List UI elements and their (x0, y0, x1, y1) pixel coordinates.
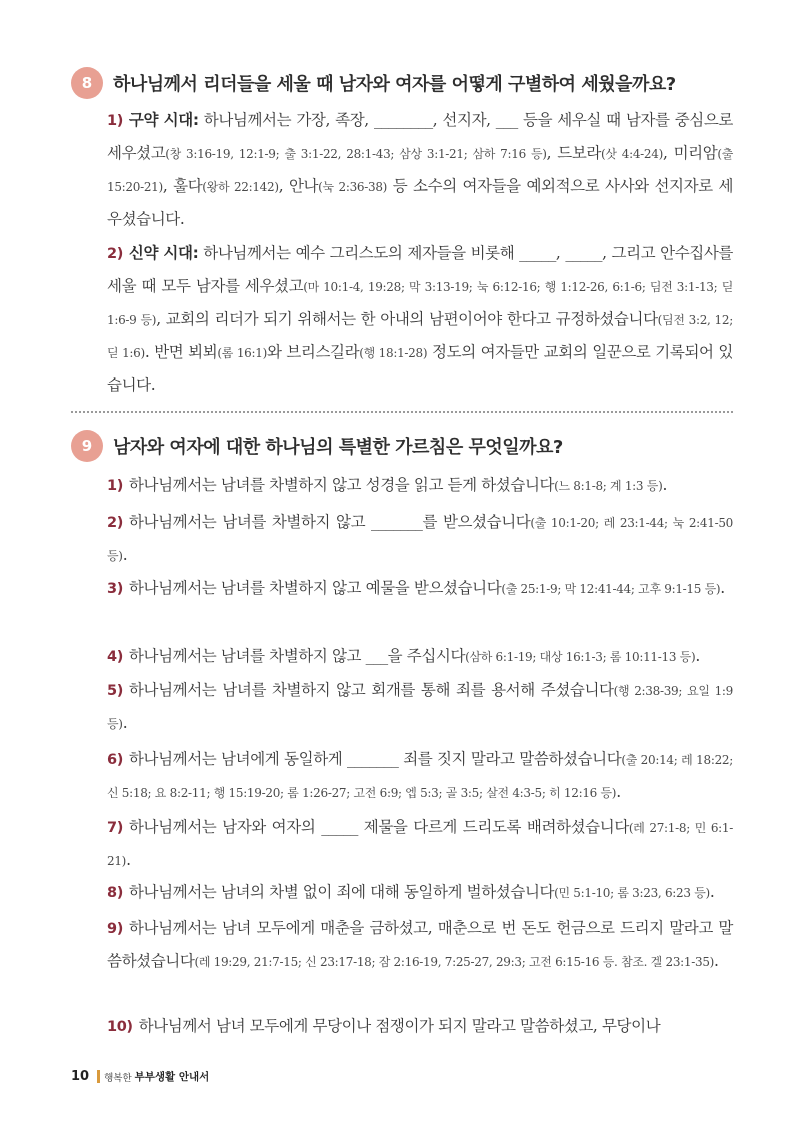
book-title: 부부생활 안내서 (134, 1071, 210, 1083)
scripture-reference: (출 10:1-20; 레 23:1-44; 눅 2:41-50 등) (107, 516, 733, 563)
answer-item (107, 743, 733, 809)
item-number: 10) (107, 1019, 133, 1035)
scripture-reference: (출 20:14; 레 18:22; 신 5:18; 요 8:2-11; 행 15:19-20; 롬 1:26-27; 고전 6:9; 엡 5:3; 골 3:5; 살전 4:3-5; 히 12:16 등) (107, 753, 733, 800)
book-title-prefix: 행복한 (104, 1072, 132, 1084)
question-9-header (71, 430, 563, 462)
answer-item (107, 469, 733, 502)
item-text: 하나님께서는 남녀 모두에게 매춘을 금하셨고, 매춘으로 번 돈도 헌금으로 드리지 말라고 말씀하셨습니다 (107, 919, 733, 970)
item-end: . (662, 476, 667, 494)
scripture-reference: (창 3:16-19, 12:1-9; 출 3:1-22, 28:1-43; 삼상 3:1-21; 삼하 7:16 등) (165, 147, 547, 161)
scripture-reference: (행 18:1-28) (359, 346, 428, 360)
item-number: 2) (107, 246, 123, 262)
page-number: 10 (71, 1069, 90, 1084)
item-number: 1) (107, 478, 123, 494)
item-text: , 훌다 (162, 177, 203, 195)
footer-accent-bar (97, 1070, 100, 1083)
answer-item (107, 811, 733, 877)
scripture-reference: (롬 16:1) (217, 346, 267, 360)
item-end: . (720, 579, 725, 597)
item-text: 하나님께서는 남녀에게 동일하게 _______ 죄를 짓지 말라고 말씀하셨습니다 (128, 750, 622, 768)
item-text: . 반면 뵈뵈 (144, 343, 218, 361)
scripture-reference: (레 27:1-8; 민 6:1-21) (107, 821, 733, 868)
item-text: , 교회의 리더가 되기 위해서는 한 아내의 남편이어야 한다고 규정하셨습니다 (156, 310, 658, 328)
answer-item (107, 674, 733, 740)
item-text: 와 브리스길라 (266, 343, 360, 361)
answer-item (107, 1010, 733, 1043)
scripture-reference: (출 25:1-9; 막 12:41-44; 고후 9:1-15 등) (501, 582, 721, 596)
page-footer (71, 1069, 209, 1084)
item-end: . (122, 546, 128, 564)
scripture-reference: (레 19:29, 21:7-15; 신 23:17-18; 잠 2:16-19, 7:25-27, 29:3; 고전 6:15-16 등. 참조. 겔 23:1-35) (194, 955, 715, 969)
scripture-reference: (행 2:38-39; 요일 1:9 등) (107, 684, 733, 731)
question-title: 하나님께서 리더들을 세울 때 남자와 여자를 어떻게 구별하여 세웠을까요? (113, 74, 676, 95)
item-end: . (616, 783, 621, 801)
question-number-badge: 9 (71, 430, 103, 462)
item-text: 하나님께서는 가장, 족장, ________, 선지자, ___ 등을 세우실 때 남자를 중심으로 세우셨고 (107, 111, 733, 162)
scripture-reference: (출 15:20-21) (107, 147, 734, 194)
question-8-header (71, 67, 676, 99)
item-text: 하나님께서는 남녀의 차별 없이 죄에 대해 동일하게 벌하셨습니다 (128, 883, 555, 901)
item-number: 2) (107, 515, 123, 531)
item-end: . (709, 883, 715, 901)
answer-item (107, 912, 733, 978)
answer-item (107, 640, 733, 673)
item-number: 5) (107, 683, 123, 699)
item-end: . (122, 714, 128, 732)
answer-item (107, 572, 733, 605)
section-divider (71, 411, 733, 413)
item-text: 하나님께서는 남녀를 차별하지 않고 _______를 받으셨습니다 (128, 513, 531, 531)
item-text: 하나님께서는 남자와 여자의 _____ 제물을 다르게 드리도록 배려하셨습니다 (128, 818, 629, 836)
answer-item (107, 104, 733, 235)
item-number: 4) (107, 649, 123, 665)
scripture-reference: (왕하 22:142) (202, 180, 279, 194)
scripture-reference: (딤전 3:2, 12; 딛 1:6) (107, 313, 733, 360)
answer-item (107, 237, 733, 401)
scripture-reference: (삼하 6:1-19; 대상 16:1-3; 롬 10:11-13 등) (465, 650, 696, 664)
item-text: 하나님께서는 남녀를 차별하지 않고 회개를 통해 죄를 용서해 주셨습니다 (128, 681, 614, 699)
item-text: 등 소수의 여자들을 예외적으로 사사와 선지자로 세우셨습니다. (107, 177, 734, 228)
item-end: . (695, 647, 700, 665)
item-text: 하나님께서는 남녀를 차별하지 않고 예물을 받으셨습니다 (128, 579, 502, 597)
item-number: 6) (107, 752, 123, 768)
item-end: . (126, 851, 131, 869)
item-number: 8) (107, 885, 123, 901)
scripture-reference: (삿 4:4-24) (601, 147, 663, 161)
item-text: 정도의 여자들만 교회의 일꾼으로 기록되어 있습니다. (107, 343, 733, 394)
item-text: 하나님께서는 남녀를 차별하지 않고 ___을 주십시다 (128, 647, 466, 665)
scripture-reference: (눅 2:36-38) (318, 180, 388, 194)
answer-item (107, 506, 733, 572)
item-end: . (714, 952, 719, 970)
item-text: , 드보라 (546, 144, 602, 162)
item-text: , 안나 (278, 177, 319, 195)
item-number: 1) (107, 113, 123, 129)
scripture-reference: (마 10:1-4, 19:28; 막 3:13-19; 눅 6:12-16; 행 1:12-26, 6:1-6; 딤전 3:1-13; 딛 1:6-9 등) (107, 280, 733, 327)
answer-item (107, 876, 733, 909)
item-number: 3) (107, 581, 123, 597)
item-label: 구약 시대: (128, 111, 199, 129)
item-text: 하나님께서 남녀 모두에게 무당이나 점쟁이가 되지 말라고 말씀하셨고, 무당이나 (138, 1017, 661, 1035)
item-label: 신약 시대: (128, 244, 199, 262)
item-text: 하나님께서는 예수 그리스도의 제자들을 비롯해 _____, _____, 그리고 안수집사를 세울 때 모두 남자를 세우셨고 (107, 244, 733, 295)
scripture-reference: (민 5:1-10; 롬 3:23, 6:23 등) (554, 886, 710, 900)
item-number: 9) (107, 921, 123, 937)
question-title: 남자와 여자에 대한 하나님의 특별한 가르침은 무엇일까요? (113, 437, 563, 458)
scripture-reference: (느 8:1-8; 계 1:3 등) (554, 479, 663, 493)
question-number-badge: 8 (71, 67, 103, 99)
item-text: 하나님께서는 남녀를 차별하지 않고 성경을 읽고 듣게 하셨습니다 (128, 476, 555, 494)
item-number: 7) (107, 820, 123, 836)
item-text: , 미리암 (662, 144, 718, 162)
